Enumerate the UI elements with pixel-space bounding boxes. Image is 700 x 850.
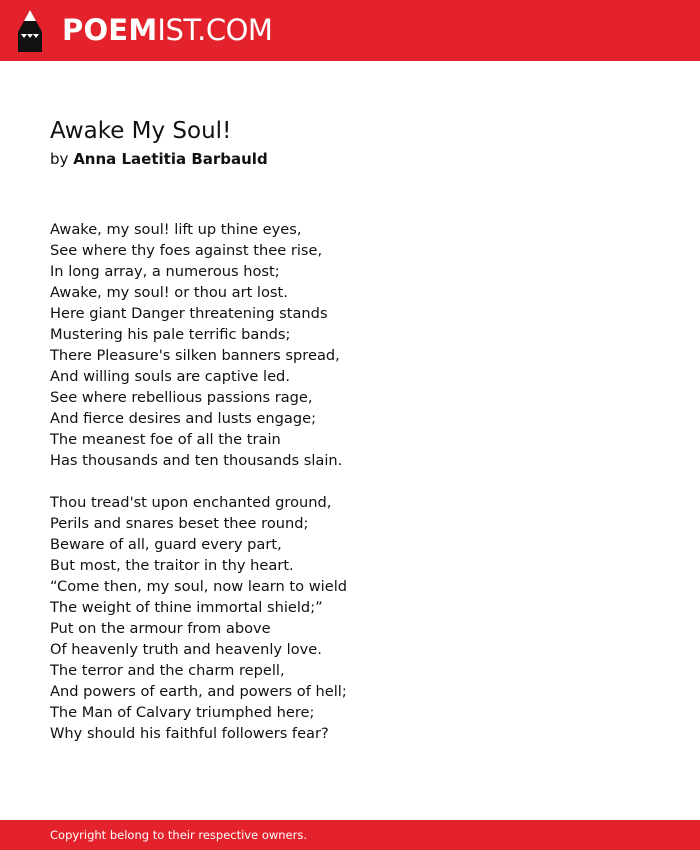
poem-line: And fierce desires and lusts engage; — [50, 410, 316, 427]
poem-line: And powers of earth, and powers of hell; — [50, 683, 347, 700]
poem-line: Awake, my soul! or thou art lost. — [50, 284, 288, 301]
poem-line: Put on the armour from above — [50, 620, 271, 637]
poem-line: Awake, my soul! lift up thine eyes, — [50, 221, 302, 238]
poem-line: “Come then, my soul, now learn to wield — [50, 578, 348, 595]
by-label: by — [50, 150, 69, 168]
poem-line: But most, the traitor in thy heart. — [50, 557, 294, 574]
poem-body — [50, 219, 650, 765]
poem-title: Awake My Soul! — [50, 118, 232, 144]
poem-author: Anna Laetitia Barbauld — [73, 150, 268, 168]
poem-line: Perils and snares beset thee round; — [50, 515, 309, 532]
poem-line: Here giant Danger threatening stands — [50, 305, 328, 322]
poem-line: See where thy foes against thee rise, — [50, 242, 323, 259]
poem-line: The terror and the charm repell, — [50, 662, 285, 679]
site-header — [0, 0, 700, 61]
poem-line: Of heavenly truth and heavenly love. — [50, 641, 322, 658]
poem-line: See where rebellious passions rage, — [50, 389, 313, 406]
site-logo[interactable] — [62, 13, 272, 47]
site-footer — [0, 820, 700, 850]
logo-light-part: IST.COM — [157, 13, 273, 47]
poem-line: Has thousands and ten thousands slain. — [50, 452, 343, 469]
poem-line: In long array, a numerous host; — [50, 263, 280, 280]
poem-line: And willing souls are captive led. — [50, 368, 290, 385]
poem-line: The Man of Calvary triumphed here; — [50, 704, 315, 721]
poem-line: Why should his faithful followers fear? — [50, 725, 329, 742]
poem-line: Beware of all, guard every part, — [50, 536, 282, 553]
poem-stanza — [50, 219, 650, 471]
logo-bold-part: POEM — [62, 13, 158, 47]
pencil-tip-icon[interactable] — [17, 10, 43, 52]
poem-line: The weight of thine immortal shield;” — [50, 599, 323, 616]
poem-line: The meanest foe of all the train — [50, 431, 281, 448]
poem-line: There Pleasure's silken banners spread, — [50, 347, 340, 364]
poem-stanza — [50, 492, 650, 744]
poem-line: Thou tread'st upon enchanted ground, — [50, 494, 332, 511]
copyright-notice: Copyright belong to their respective owners. — [50, 828, 308, 842]
poem-line: Mustering his pale terrific bands; — [50, 326, 291, 343]
poem-byline — [50, 148, 268, 170]
